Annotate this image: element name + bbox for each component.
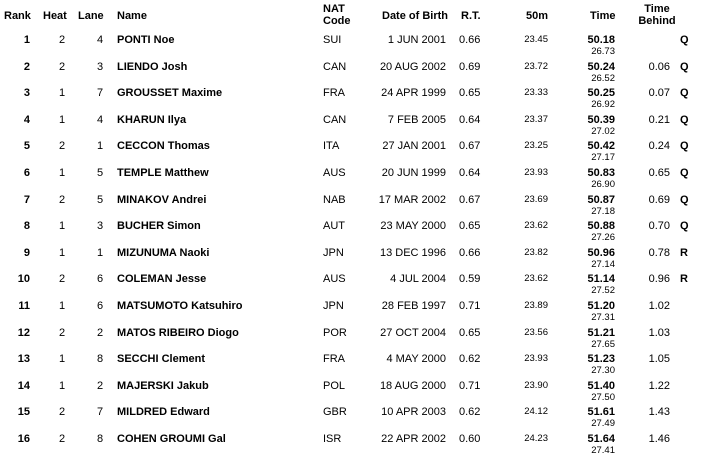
header-behind-line1: Time [644,3,670,15]
table-row [0,194,712,221]
reaction-time: 0.64 [459,167,481,179]
table-row [0,247,712,274]
split-second-50m: 27.41 [591,445,615,456]
header-nat-line1: NAT [323,3,345,15]
split-50m: 23.62 [524,220,548,232]
heat-cell: 2 [58,60,66,73]
date-of-birth: 4 MAY 2000 [386,353,446,366]
heat-cell: 1 [58,220,66,233]
athlete-name: MIZUNUMA Naoki [117,246,210,259]
split-50m: 23.72 [524,60,548,72]
lane-cell: 8 [96,433,104,445]
nat-code: AUS [323,273,346,286]
date-of-birth: 4 JUL 2004 [390,273,446,286]
reaction-time: 0.71 [459,300,481,312]
time-behind: 1.22 [648,379,670,392]
table-row [0,327,712,354]
nat-code: ISR [323,433,342,445]
split-50m: 23.82 [524,246,548,258]
time-behind: 0.96 [648,273,670,286]
header-time: Time [590,10,616,22]
split-second-50m: 27.02 [591,125,615,137]
reaction-time: 0.65 [459,326,481,339]
split-second-50m: 27.49 [591,418,615,430]
athlete-name: LIENDO Josh [117,60,188,73]
table-row [0,167,712,194]
heat-cell: 2 [58,326,66,339]
heat-cell: 2 [58,433,66,445]
header-split: 50m [526,10,549,22]
split-50m: 24.12 [524,406,548,418]
rank-cell: 15 [17,406,30,419]
reaction-time: 0.60 [459,433,481,445]
split-50m: 23.45 [524,34,548,45]
final-time: 50.18 [587,34,615,46]
nat-code: CAN [323,113,347,126]
rank-cell: 12 [17,326,30,339]
date-of-birth: 18 AUG 2000 [379,379,446,392]
table-row [0,114,712,141]
lane-cell: 5 [96,167,104,179]
heat-cell: 2 [58,193,66,206]
athlete-name: MINAKOV Andrei [117,193,207,206]
time-behind: 0.70 [648,220,670,233]
time-behind: 0.65 [648,167,670,179]
lane-cell: 3 [96,60,104,73]
rank-cell: 2 [23,60,30,73]
split-second-50m: 27.14 [591,258,615,270]
final-time: 51.64 [587,433,615,445]
nat-code: POR [323,326,347,339]
date-of-birth: 24 APR 1999 [381,87,446,100]
time-behind: 0.78 [648,246,670,259]
header-nat-line2: Code [323,15,351,27]
qualification-mark: Q [680,167,689,179]
athlete-name: GROUSSET Maxime [117,87,223,100]
split-second-50m: 26.52 [591,72,615,84]
nat-code: FRA [323,353,345,366]
heat-cell: 1 [58,300,66,312]
time-behind: 1.43 [648,406,670,419]
final-time: 50.96 [587,246,615,259]
date-of-birth: 22 APR 2002 [381,433,446,445]
time-behind: 1.05 [648,353,670,366]
header-nat [323,3,353,27]
split-50m: 24.23 [524,433,548,444]
reaction-time: 0.59 [459,273,481,286]
date-of-birth: 27 OCT 2004 [380,326,446,339]
time-behind: 1.02 [648,300,670,312]
nat-code: CAN [323,60,347,73]
date-of-birth: 20 JUN 1999 [381,167,446,179]
final-time: 50.39 [587,113,615,126]
qualification-mark: Q [680,113,689,126]
time-behind: 1.46 [648,433,670,445]
rank-cell: 13 [17,353,30,366]
table-row [0,380,712,407]
table-row [0,353,712,380]
header-name: Name [117,10,147,22]
header-dob: Date of Birth [382,10,448,22]
heat-cell: 1 [58,113,66,126]
athlete-name: SECCHI Clement [117,353,206,366]
qualification-mark: Q [680,34,689,46]
header-behind-line2: Behind [638,15,676,27]
nat-code: JPN [323,246,344,259]
heat-cell: 1 [58,246,66,259]
reaction-time: 0.71 [459,379,481,392]
athlete-name: MAJERSKI Jakub [117,379,209,392]
split-50m: 23.93 [524,353,548,365]
qualification-mark: Q [680,193,689,206]
athlete-name: PONTI Noe [117,34,175,46]
header-heat: Heat [43,10,67,22]
nat-code: GBR [323,406,347,419]
nat-code: AUS [323,167,346,179]
nat-code: NAB [323,193,346,206]
reaction-time: 0.67 [459,193,481,206]
reaction-time: 0.64 [459,113,481,126]
athlete-name: COLEMAN Jesse [117,273,207,286]
lane-cell: 1 [96,140,104,153]
final-time: 51.61 [587,406,615,419]
lane-cell: 5 [96,193,104,206]
date-of-birth: 1 JUN 2001 [387,34,446,46]
qualification-mark: Q [680,140,689,153]
split-50m: 23.93 [524,167,548,178]
nat-code: JPN [323,300,344,312]
qualification-mark: R [680,246,688,259]
split-50m: 23.62 [524,273,548,285]
final-time: 51.20 [587,300,615,312]
heat-cell: 2 [58,406,66,419]
reaction-time: 0.65 [459,87,481,100]
heat-cell: 1 [58,167,66,179]
split-second-50m: 27.18 [591,205,615,217]
qualification-mark: R [680,273,688,286]
split-second-50m: 27.65 [591,338,615,350]
heat-cell: 1 [58,87,66,100]
qualification-mark: Q [680,60,689,73]
final-time: 50.87 [587,193,615,206]
split-second-50m: 27.52 [591,285,615,297]
table-row [0,300,712,327]
header-rank: Rank [4,10,31,22]
date-of-birth: 27 JAN 2001 [382,140,446,153]
reaction-time: 0.66 [459,246,481,259]
qualification-mark: Q [680,87,689,100]
final-time: 50.42 [587,140,615,153]
rank-cell: 9 [23,246,30,259]
table-row [0,406,712,433]
lane-cell: 7 [96,406,104,419]
table-row [0,220,712,247]
final-time: 50.24 [587,60,615,73]
nat-code: ITA [323,140,340,153]
lane-cell: 3 [96,220,104,233]
reaction-time: 0.62 [459,353,481,366]
time-behind: 0.21 [648,113,670,126]
date-of-birth: 7 FEB 2005 [387,113,446,126]
time-behind: 0.06 [648,60,670,73]
heat-cell: 2 [58,273,66,286]
table-row [0,34,712,61]
reaction-time: 0.66 [459,34,481,46]
reaction-time: 0.67 [459,140,481,153]
heat-cell: 2 [58,140,66,153]
lane-cell: 1 [96,246,104,259]
rank-cell: 6 [23,167,30,179]
date-of-birth: 10 APR 2003 [381,406,446,419]
table-row [0,433,712,460]
split-second-50m: 26.73 [591,46,615,57]
header-lane: Lane [78,10,104,22]
date-of-birth: 13 DEC 1996 [379,246,446,259]
reaction-time: 0.62 [459,406,481,419]
split-second-50m: 27.26 [591,232,615,244]
split-50m: 23.90 [524,379,548,391]
rank-cell: 7 [23,193,30,206]
table-row [0,61,712,88]
lane-cell: 7 [96,87,104,100]
final-time: 51.23 [587,353,615,366]
time-behind: 1.03 [648,326,670,339]
nat-code: FRA [323,87,345,100]
split-second-50m: 27.50 [591,391,615,403]
split-second-50m: 26.90 [591,179,615,190]
split-second-50m: 27.31 [591,312,615,323]
final-time: 51.14 [587,273,615,286]
split-second-50m: 27.17 [591,152,615,164]
split-50m: 23.69 [524,193,548,205]
rank-cell: 4 [23,113,30,126]
final-time: 51.40 [587,379,615,392]
qualification-mark: Q [680,220,689,233]
table-row [0,87,712,114]
lane-cell: 6 [96,273,104,286]
split-50m: 23.56 [524,326,548,338]
time-behind: 0.07 [648,87,670,100]
split-50m: 23.25 [524,140,548,152]
lane-cell: 8 [96,353,104,366]
athlete-name: CECCON Thomas [117,140,210,153]
nat-code: AUT [323,220,345,233]
athlete-name: MATOS RIBEIRO Diogo [117,326,239,339]
split-50m: 23.37 [524,113,548,125]
nat-code: POL [323,379,346,392]
rank-cell: 10 [17,273,30,286]
lane-cell: 2 [96,379,104,392]
table-row [0,273,712,300]
athlete-name: BUCHER Simon [117,220,201,233]
date-of-birth: 17 MAR 2002 [378,193,446,206]
athlete-name: TEMPLE Matthew [117,167,209,179]
rank-cell: 5 [23,140,30,153]
final-time: 51.21 [587,326,615,339]
final-time: 50.83 [587,167,615,179]
heat-cell: 2 [58,34,66,46]
table-row [0,140,712,167]
rank-cell: 14 [17,379,30,392]
heat-cell: 1 [58,379,66,392]
rank-cell: 11 [18,300,30,312]
final-time: 50.25 [587,87,615,100]
athlete-name: KHARUN Ilya [117,113,187,126]
header-behind [634,3,680,27]
date-of-birth: 28 FEB 1997 [381,300,446,312]
rank-cell: 1 [23,34,30,46]
reaction-time: 0.65 [459,220,481,233]
lane-cell: 2 [96,326,104,339]
lane-cell: 4 [96,34,104,46]
rank-cell: 8 [23,220,30,233]
athlete-name: COHEN GROUMI Gal [117,433,226,445]
lane-cell: 4 [96,113,104,126]
header-rt: R.T. [461,10,481,22]
reaction-time: 0.69 [459,60,481,73]
rank-cell: 3 [23,87,30,100]
athlete-name: MILDRED Edward [117,406,210,419]
split-50m: 23.33 [524,87,548,99]
date-of-birth: 23 MAY 2000 [380,220,446,233]
date-of-birth: 20 AUG 2002 [379,60,446,73]
nat-code: SUI [323,34,342,46]
time-behind: 0.69 [648,193,670,206]
split-second-50m: 27.30 [591,365,615,377]
athlete-name: MATSUMOTO Katsuhiro [117,300,243,312]
lane-cell: 6 [96,300,104,312]
time-behind: 0.24 [648,140,670,153]
final-time: 50.88 [587,220,615,233]
rank-cell: 16 [17,433,30,445]
heat-cell: 1 [58,353,66,366]
split-second-50m: 26.92 [591,99,615,111]
split-50m: 23.89 [524,300,548,311]
